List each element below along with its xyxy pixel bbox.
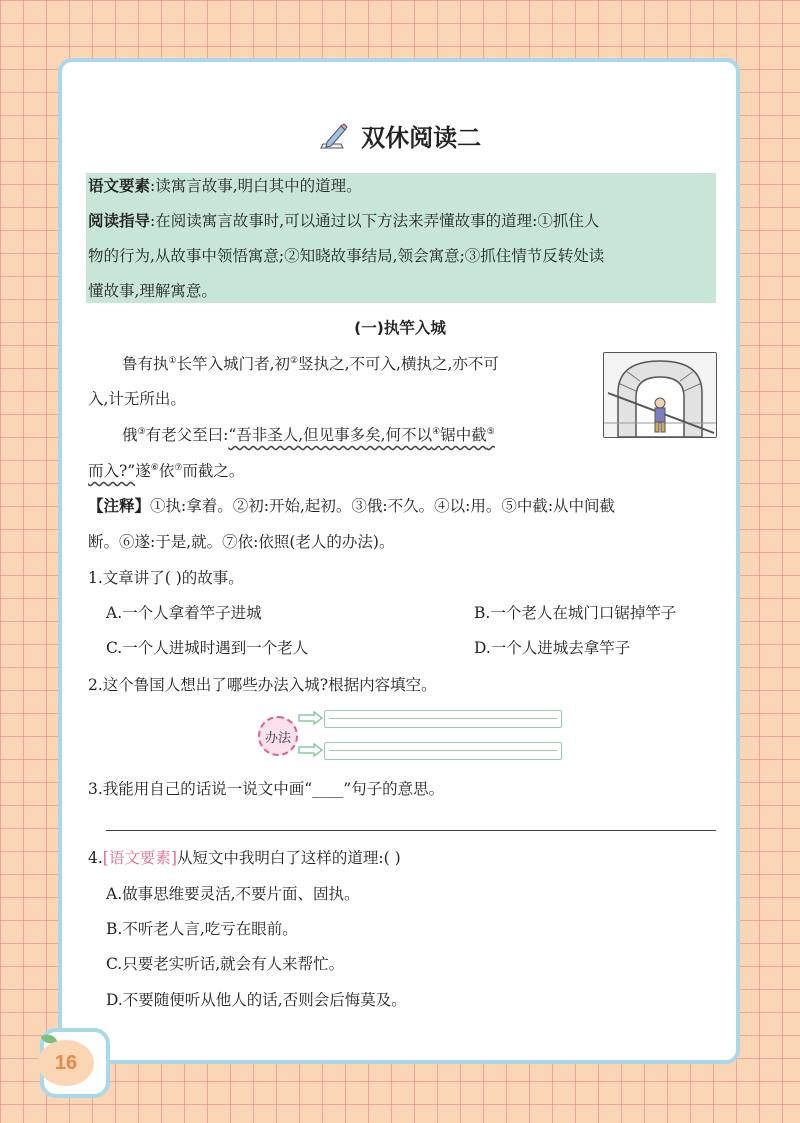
question-2: 2.这个鲁国人想出了哪些办法入城?根据内容填空。: [88, 676, 437, 694]
guide-line-2: 物的行为,从故事中领悟寓意;②知晓故事结局,领会寓意;③抓住情节反转处读: [88, 247, 605, 265]
city-gate-illustration: [603, 352, 717, 438]
arrow-right-icon: [298, 711, 324, 725]
question-tag: [语文要素]: [102, 849, 177, 867]
q4-option-c[interactable]: C.只要老实听话,就会有人来帮忙。: [106, 955, 345, 973]
notes-label: 【注释】: [88, 497, 151, 515]
page-title-row: [0, 118, 800, 153]
answer-blank-2[interactable]: [324, 742, 562, 760]
q1-option-d[interactable]: D.一个人进城去拿竿子: [474, 639, 631, 657]
page-number: 16: [38, 1040, 94, 1086]
answer-line[interactable]: [106, 830, 716, 831]
marked-sentence-part-1: “吾非圣人,但见事多矣,何不以④锯中截⑤: [228, 426, 495, 444]
pencil-paper-icon: [319, 122, 349, 150]
question-4: 4.[语文要素]从短文中我明白了这样的道理:( ): [88, 849, 401, 867]
guide-text-1: :在阅读寓言故事时,可以通过以下方法来弄懂故事的道理:①抓住人: [150, 212, 600, 230]
q4-option-d[interactable]: D.不要随便听从他人的话,否则会后悔莫及。: [106, 991, 407, 1009]
question-3: 3.我能用自己的话说一说文中画“____”句子的意思。: [88, 780, 445, 798]
q1-option-a[interactable]: A.一个人拿着竿子进城: [106, 604, 262, 622]
guide-line-1: [88, 203, 599, 239]
goal-line-1: [88, 168, 362, 204]
goal-text: :读寓言故事,明白其中的道理。: [150, 177, 362, 195]
passage-line-2: 入,计无所出。: [88, 390, 186, 408]
arrow-right-icon: [298, 743, 324, 757]
guide-line-3: 懂故事,理解寓意。: [88, 282, 217, 300]
q1-option-c[interactable]: C.一个人进城时遇到一个老人: [106, 639, 309, 657]
goal-label: 语文要素: [88, 177, 151, 195]
passage-line-1: 鲁有执①长竿入城门者,初②竖执之,不可入,横执之,亦不可: [122, 355, 499, 373]
page-title: 双休阅读二: [361, 124, 482, 152]
answer-blank-1[interactable]: [324, 710, 562, 728]
method-bubble: 办法: [258, 716, 298, 756]
passage-line-3: 俄③有老父至曰:“吾非圣人,但见事多矣,何不以④锯中截⑤: [122, 426, 495, 444]
marked-sentence-part-2: 而入?”: [88, 462, 136, 480]
q4-option-a[interactable]: A.做事思维要灵活,不要片面、固执。: [106, 885, 360, 903]
passage-title: (一)执竿入城: [354, 319, 446, 337]
notes-line-1: 【注释】①执:拿着。②初:开始,起初。③俄:不久。④以:用。⑤中截:从中间截: [88, 497, 616, 515]
guide-label: 阅读指导: [88, 212, 151, 230]
question-1: 1.文章讲了( )的故事。: [88, 569, 244, 587]
q1-option-b[interactable]: B.一个老人在城门口锯掉竿子: [474, 604, 677, 622]
q4-option-b[interactable]: B.不听老人言,吃亏在眼前。: [106, 920, 298, 938]
passage-line-4: 而入?”遂⑥依⑦而截之。: [88, 462, 245, 480]
notes-line-2: 断。⑥遂:于是,就。⑦依:依照(老人的办法)。: [88, 533, 395, 551]
